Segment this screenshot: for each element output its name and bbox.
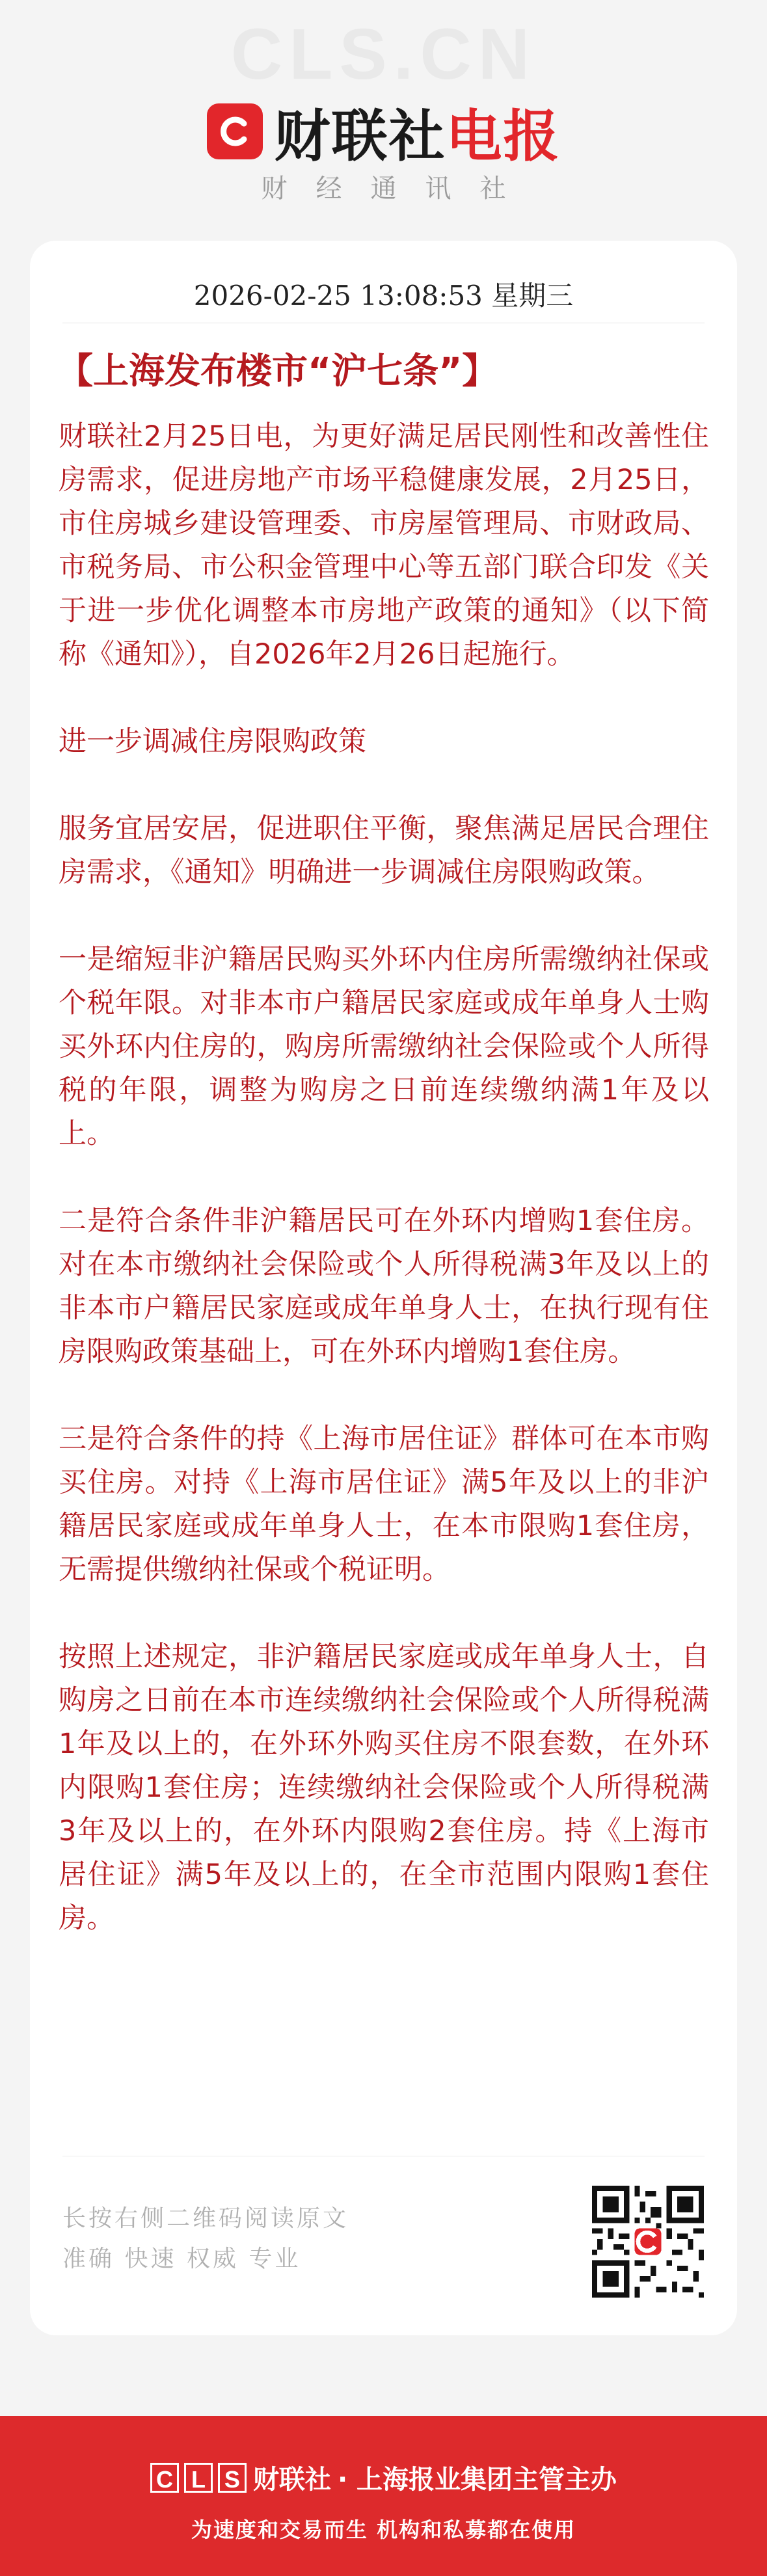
qr-hint: 长按右侧二维码阅读原文 bbox=[62, 2205, 349, 2232]
article-body bbox=[59, 415, 709, 1984]
bottom-brand-org: · 上海报业集团主管主办 bbox=[337, 2465, 617, 2495]
article-title: 【上海发布楼市“沪七条”】 bbox=[57, 350, 498, 392]
cls-letter: C bbox=[150, 2463, 179, 2493]
bottom-tagline: 为速度和交易而生 机构和私募都在使用 bbox=[191, 2517, 576, 2542]
article-datetime: 2026-02-25 13:08:53 星期三 bbox=[193, 280, 574, 312]
brand-name bbox=[275, 91, 561, 172]
header-watermark: CLS.CN bbox=[230, 14, 537, 94]
cls-letter-logo bbox=[150, 2463, 247, 2493]
brand-name-part1: 财联社 bbox=[274, 104, 446, 169]
paragraph: 服务宜居安居，促进职住平衡，聚焦满足居民合理住房需求，《通知》明确进一步调减住房限购政策。 bbox=[59, 812, 709, 889]
bottom-brand-bar bbox=[0, 2416, 767, 2576]
brand-name-part2: 电报 bbox=[446, 104, 561, 169]
paragraph: 财联社2月25日电，为更好满足居民刚性和改善性住房需求，促进房地产市场平稳健康发展，2月25日，市住房城乡建设管理委、市房屋管理局、市财政局、市税务局、市公积金管理中心等五部门联合印发《关于进一步优化调整本市房地产政策的通知》（以下简称《通知》），自2026年2月26日起施行。 bbox=[59, 420, 709, 671]
brand-header bbox=[0, 91, 767, 172]
slogan: 准确 快速 权威 专业 bbox=[62, 2246, 301, 2272]
article-card bbox=[30, 241, 737, 2335]
bottom-brand-name: 财联社 bbox=[252, 2465, 331, 2495]
paragraph: 按照上述规定，非沪籍居民家庭或成年单身人士，自购房之日前在本市连续缴纳社会保险或个人所得税满1年及以上的，在外环外购买住房不限套数，在外环内限购1套住房；连续缴纳社会保险或个人所得税满3年及以上的，在外环内限购2套住房。持《上海市居住证》满5年及以上的，在全市范围内限购1套住房。 bbox=[59, 1641, 709, 1935]
paragraph: 进一步调减住房限购政策 bbox=[59, 725, 366, 758]
paragraph: 一是缩短非沪籍居民购买外环内住房所需缴纳社保或个税年限。对非本市户籍居民家庭或成年单身人士购买外环内住房的，购房所需缴纳社会保险或个人所得税的年限，调整为购房之日前连续缴纳满1年及以上。 bbox=[59, 943, 709, 1150]
qr-code-icon[interactable] bbox=[592, 2186, 704, 2298]
card-footer-text bbox=[62, 2199, 349, 2279]
cls-logo-icon bbox=[207, 103, 263, 159]
bottom-brand-row bbox=[0, 2459, 767, 2496]
cls-letter: S bbox=[218, 2463, 247, 2493]
cls-letter: L bbox=[184, 2463, 213, 2493]
paragraph: 二是符合条件非沪籍居民可在外环内增购1套住房。对在本市缴纳社会保险或个人所得税满3年及以上的非本市户籍居民家庭或成年单身人士，在执行现有住房限购政策基础上，可在外环内增购1套住房。 bbox=[59, 1205, 709, 1368]
brand-tagline: 财经通讯社 bbox=[261, 174, 535, 204]
paragraph: 三是符合条件的持《上海市居住证》群体可在本市购买住房。对持《上海市居住证》满5年及以上的非沪籍居民家庭或成年单身人士，在本市限购1套住房，无需提供缴纳社保或个税证明。 bbox=[59, 1423, 709, 1586]
